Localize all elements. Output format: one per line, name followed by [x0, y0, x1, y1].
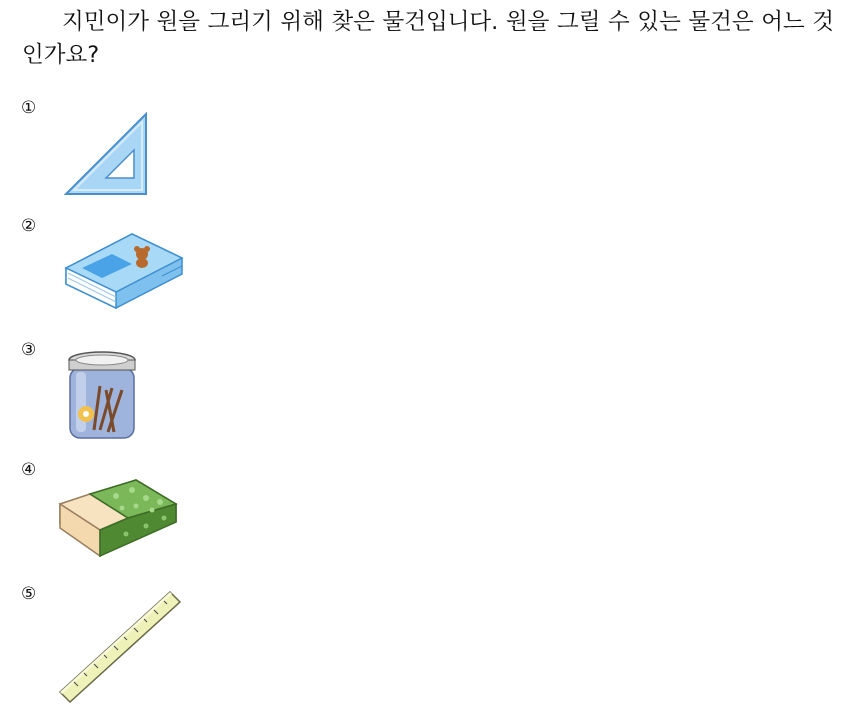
choice-4-marker: ④ [21, 460, 37, 480]
choice-5-marker: ⑤ [21, 584, 37, 604]
eraser-image [56, 478, 180, 560]
question-text: 지민이가 원을 그리기 위해 찾은 물건입니다. 원을 그릴 수 있는 물건은 어느 것인가요? [22, 9, 834, 68]
triangle-ruler-image [64, 112, 150, 196]
snack-jar-image [66, 350, 138, 442]
choice-1-marker: ① [21, 98, 37, 118]
choice-2-marker: ② [21, 216, 37, 236]
book-image [62, 232, 186, 318]
choice-3-marker: ③ [21, 340, 37, 360]
ruler-image [56, 588, 184, 706]
